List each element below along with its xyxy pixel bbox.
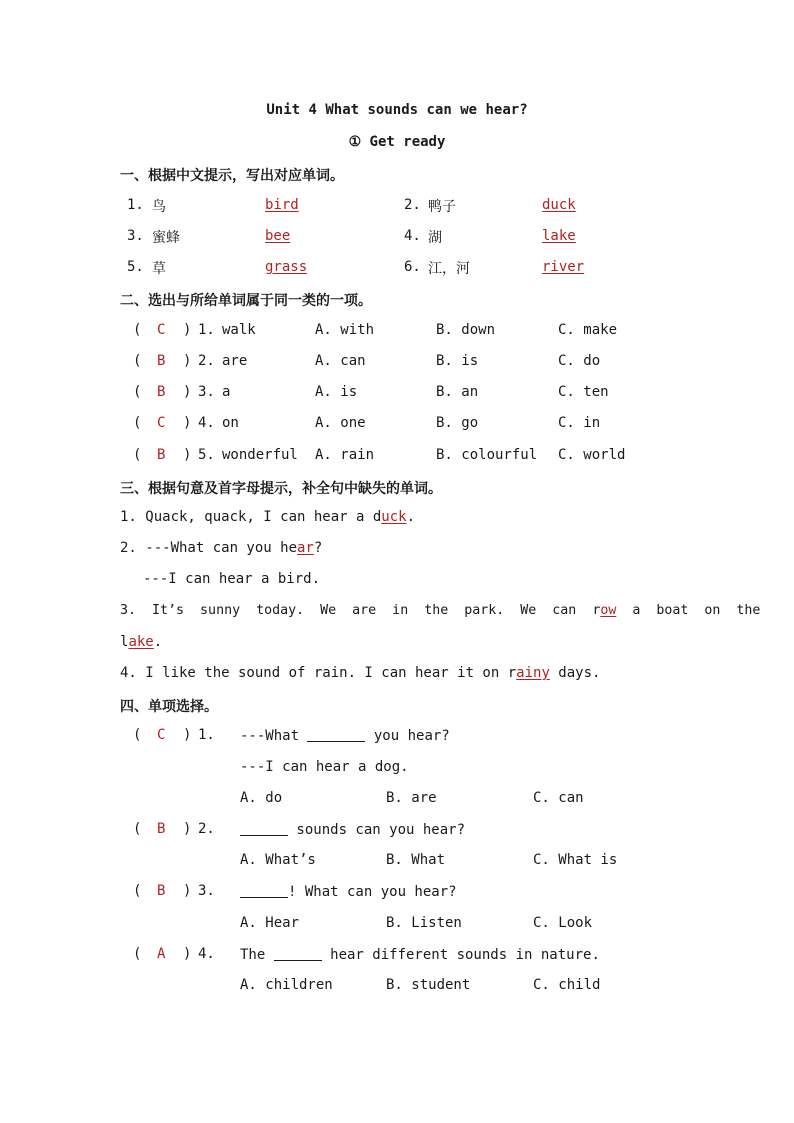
option-c: C. Look [533, 915, 593, 931]
paren-close: ) [183, 322, 192, 338]
paren-open: ( [133, 727, 142, 743]
chinese-word: 鸭子 [428, 199, 456, 215]
option-a: A. children [240, 977, 333, 993]
answer-letter: B [157, 353, 166, 369]
answer-letter: B [157, 821, 166, 837]
chinese-word: 鸟 [152, 199, 166, 215]
option-c: C. ten [558, 384, 609, 400]
sentence-text: 4. I like the sound of rain. I can hear it on r [120, 665, 517, 681]
paren-open: ( [133, 384, 142, 400]
page-title: Unit 4 What sounds can we hear? [266, 102, 528, 118]
answer-letter: B [157, 883, 166, 899]
blank-line [307, 727, 365, 742]
section-4-heading: 四、单项选择。 [120, 699, 218, 715]
section-1-heading: 一、根据中文提示，写出对应单词。 [120, 168, 344, 184]
question-text-part: ! What can you hear? [288, 884, 457, 900]
question-text [240, 727, 450, 744]
answer-word: ainy [516, 665, 550, 681]
paren-close: ) [183, 384, 192, 400]
answer-word: ar [297, 540, 314, 556]
item-number: 1. [198, 322, 215, 338]
option-b: B. is [436, 353, 479, 369]
answer-letter: C [157, 727, 166, 743]
sentence-text: . [153, 634, 163, 650]
answer-letter: B [157, 384, 166, 400]
option-b: B. are [386, 790, 437, 806]
item-number: 6. [404, 259, 421, 275]
paren-open: ( [133, 883, 142, 899]
answer-word: ake [128, 634, 154, 650]
item-number: 4. [404, 228, 421, 244]
paren-close: ) [183, 727, 192, 743]
question-text-part: The [240, 947, 274, 963]
option-a: A. Hear [240, 915, 300, 931]
item-number: 3. [127, 228, 144, 244]
question-text-part: you hear? [365, 728, 450, 744]
question-text-part: sounds can you hear? [288, 822, 466, 838]
item-number: 1. [198, 727, 215, 743]
paren-close: ) [183, 415, 192, 431]
page-subtitle: ① Get ready [348, 134, 446, 150]
given-word: are [222, 353, 248, 369]
question-text [240, 821, 465, 838]
dialogue-reply: ---I can hear a dog. [240, 759, 409, 775]
given-word: on [222, 415, 239, 431]
sentence-2-reply: ---I can hear a bird. [143, 571, 321, 587]
option-a: A. one [315, 415, 366, 431]
paren-close: ) [183, 883, 192, 899]
option-c: C. world [558, 447, 626, 463]
paren-open: ( [133, 322, 142, 338]
item-number: 2. [198, 821, 215, 837]
option-c: C. child [533, 977, 601, 993]
given-word: a [222, 384, 231, 400]
answer-word: ow [600, 603, 617, 618]
option-b: B. Listen [386, 915, 462, 931]
given-word: wonderful [222, 447, 298, 463]
sentence-text: 2. ---What can you he [120, 540, 298, 556]
item-number: 2. [198, 353, 215, 369]
option-a: A. can [315, 353, 366, 369]
question-text [240, 883, 457, 900]
option-a: A. What’s [240, 852, 316, 868]
paren-close: ) [183, 946, 192, 962]
sentence-text: . [406, 509, 416, 525]
paren-close: ) [183, 447, 192, 463]
sentence-3-cont [120, 634, 162, 650]
option-c: C. can [533, 790, 584, 806]
item-number: 3. [198, 883, 215, 899]
paren-open: ( [133, 821, 142, 837]
paren-open: ( [133, 415, 142, 431]
question-text-part: ---What [240, 728, 308, 744]
sentence-text: ? [313, 540, 323, 556]
section-2-heading: 二、选出与所给单词属于同一类的一项。 [120, 293, 372, 309]
item-number: 1. [127, 197, 144, 213]
option-a: A. rain [315, 447, 375, 463]
paren-open: ( [133, 353, 142, 369]
option-a: A. is [315, 384, 358, 400]
answer-word: duck [542, 197, 576, 213]
paren-close: ) [183, 353, 192, 369]
item-number: 4. [198, 946, 215, 962]
item-number: 3. [198, 384, 215, 400]
chinese-word: 蜜蜂 [152, 230, 180, 246]
option-a: A. do [240, 790, 283, 806]
answer-letter: B [157, 447, 166, 463]
chinese-word: 江，河 [428, 261, 470, 277]
answer-letter: A [157, 946, 166, 962]
option-c: C. make [558, 322, 618, 338]
chinese-word: 草 [152, 261, 166, 277]
item-number: 5. [127, 259, 144, 275]
sentence-2 [120, 540, 322, 556]
sentence-text: 3. It’s sunny today. We are in the park. We can r [120, 603, 601, 618]
answer-word: grass [265, 259, 308, 275]
blank-line [274, 946, 322, 961]
paren-open: ( [133, 946, 142, 962]
answer-word: uck [381, 509, 407, 525]
blank-line [240, 821, 288, 836]
item-number: 2. [404, 197, 421, 213]
answer-word: lake [542, 228, 576, 244]
answer-letter: C [157, 415, 166, 431]
answer-word: river [542, 259, 585, 275]
blank-line [240, 883, 288, 898]
given-word: walk [222, 322, 256, 338]
question-text [240, 946, 600, 963]
option-b: B. go [436, 415, 479, 431]
paren-open: ( [133, 447, 142, 463]
option-b: B. an [436, 384, 479, 400]
sentence-text: 1. Quack, quack, I can hear a d [120, 509, 382, 525]
sentence-1 [120, 509, 415, 525]
sentence-4 [120, 665, 600, 681]
chinese-word: 湖 [428, 230, 442, 246]
answer-letter: C [157, 322, 166, 338]
sentence-text: a boat on the [616, 603, 761, 618]
option-c: C. What is [533, 852, 618, 868]
option-c: C. in [558, 415, 601, 431]
option-b: B. colourful [436, 447, 538, 463]
answer-word: bird [265, 197, 299, 213]
question-text-part: hear different sounds in nature. [321, 947, 600, 963]
option-c: C. do [558, 353, 601, 369]
item-number: 5. [198, 447, 215, 463]
paren-close: ) [183, 821, 192, 837]
option-b: B. down [436, 322, 496, 338]
sentence-3 [120, 603, 760, 618]
answer-word: bee [265, 228, 291, 244]
sentence-text: l [120, 634, 129, 650]
section-3-heading: 三、根据句意及首字母提示，补全句中缺失的单词。 [120, 481, 442, 497]
option-a: A. with [315, 322, 375, 338]
option-b: B. What [386, 852, 446, 868]
item-number: 4. [198, 415, 215, 431]
option-b: B. student [386, 977, 471, 993]
sentence-text: days. [549, 665, 601, 681]
